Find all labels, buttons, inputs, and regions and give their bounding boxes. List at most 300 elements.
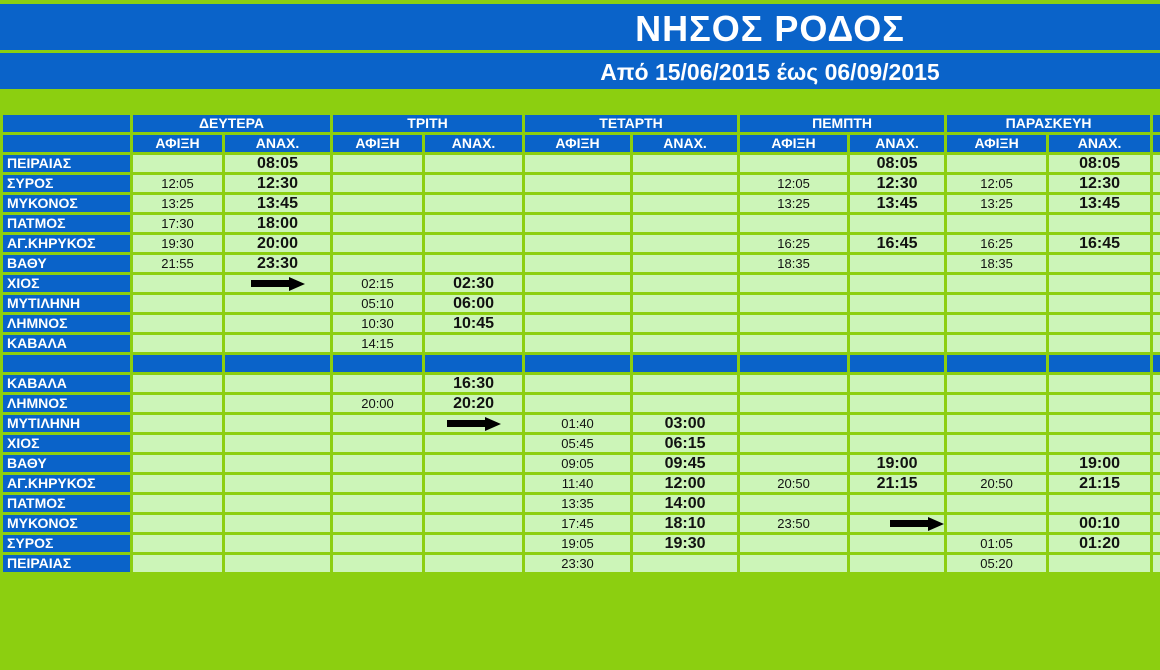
arrival-time: 20:50 [946,474,1048,494]
table-row [2,414,1160,434]
arrival-time: 02:15 [332,274,424,294]
departure-time [1048,214,1152,234]
port-name: ΛΗΜΝΟΣ [2,314,132,334]
arrival-time [332,514,424,534]
departure-time [849,534,946,554]
port-name: ΣΥΡΟΣ [2,534,132,554]
arrival-time [332,154,424,174]
port-name: ΜΥΤΙΛΗΝΗ [2,294,132,314]
table-row [2,474,1160,494]
arrival-time [739,554,849,574]
col-header-cut [1152,134,1160,154]
arrival-time [739,454,849,474]
departure-time [849,374,946,394]
departure-time: 19:30 [632,534,739,554]
departure-time [632,254,739,274]
departure-time: 12:30 [849,174,946,194]
departure-time [224,314,332,334]
departure-time [1048,494,1152,514]
arrival-time [946,314,1048,334]
port-name: ΠΑΤΜΟΣ [2,494,132,514]
arrival-time [132,554,224,574]
arrival-time [739,494,849,514]
cut-cell [1152,434,1160,454]
departure-time [424,474,524,494]
arrival-time: 05:20 [946,554,1048,574]
cut-cell [1152,454,1160,474]
port-name: ΑΓ.ΚΗΡΥΚΟΣ [2,234,132,254]
arrival-time [332,234,424,254]
departure-time [224,554,332,574]
separator-cell [2,354,132,374]
departure-time: 19:00 [849,454,946,474]
port-name: ΠΕΙΡΑΙΑΣ [2,554,132,574]
arrival-time [332,454,424,474]
departure-col-header: ΑΝΑΧ. [632,134,739,154]
arrival-time [946,434,1048,454]
departure-time [632,394,739,414]
corner-cell [2,134,132,154]
departure-time: 13:45 [849,194,946,214]
date-range: Από 15/06/2015 έως 06/09/2015 [600,59,940,85]
timetable [0,112,1160,575]
departure-time: 18:10 [632,514,739,534]
departure-time: 14:00 [632,494,739,514]
departure-time: 21:15 [849,474,946,494]
port-name: ΜΥΚΟΝΟΣ [2,514,132,534]
arrival-time [524,214,632,234]
departure-time [849,554,946,574]
arrival-time [524,234,632,254]
departure-time [632,334,739,354]
arrival-time: 12:05 [132,174,224,194]
arrival-time [332,474,424,494]
departure-time [424,254,524,274]
table-row [2,534,1160,554]
departure-time [424,434,524,454]
arrival-time [739,394,849,414]
arrival-time [524,194,632,214]
departure-time [424,334,524,354]
separator-cell [524,354,632,374]
departure-time [424,554,524,574]
arrival-time [332,414,424,434]
departure-time [1048,294,1152,314]
departure-time [224,494,332,514]
cut-cell [1152,374,1160,394]
arrival-time [739,334,849,354]
arrival-time [739,414,849,434]
arrival-time [132,154,224,174]
arrival-time [524,174,632,194]
port-name: ΒΑΘΥ [2,254,132,274]
arrival-time [946,454,1048,474]
title-banner [0,4,1160,50]
departure-time: 02:30 [424,274,524,294]
arrival-time: 18:35 [739,254,849,274]
table-row [2,374,1160,394]
arrival-time [739,434,849,454]
departure-time: 12:00 [632,474,739,494]
departure-time [224,414,332,434]
departure-time: 06:00 [424,294,524,314]
arrival-col-header: ΑΦΙΞΗ [946,134,1048,154]
arrival-time: 13:25 [946,194,1048,214]
departure-time: 13:45 [1048,194,1152,214]
departure-time: 00:10 [1048,514,1152,534]
departure-time: 16:45 [849,234,946,254]
departure-time [224,474,332,494]
cut-cell [1152,174,1160,194]
departure-time: 21:15 [1048,474,1152,494]
departure-time [224,294,332,314]
arrival-time [332,534,424,554]
arrival-time: 10:30 [332,314,424,334]
departure-time: 16:30 [424,374,524,394]
arrival-time: 01:40 [524,414,632,434]
arrival-time: 01:05 [946,534,1048,554]
departure-time [849,514,946,534]
departure-col-header: ΑΝΑΧ. [424,134,524,154]
port-name: ΣΥΡΟΣ [2,174,132,194]
separator-cell [132,354,224,374]
departure-time [1048,274,1152,294]
departure-time: 08:05 [224,154,332,174]
table-row [2,514,1160,534]
arrival-time [332,174,424,194]
arrival-time [332,374,424,394]
departure-time [424,494,524,514]
arrival-time [946,154,1048,174]
arrival-time [332,214,424,234]
table-row [2,494,1160,514]
separator-cell [1152,354,1160,374]
arrival-time [946,294,1048,314]
table-row [2,274,1160,294]
arrival-time [132,394,224,414]
arrival-time [132,454,224,474]
cut-cell [1152,154,1160,174]
departure-time [632,214,739,234]
arrival-time: 17:30 [132,214,224,234]
arrival-time: 12:05 [946,174,1048,194]
arrival-col-header: ΑΦΙΞΗ [332,134,424,154]
separator-cell [946,354,1048,374]
arrival-time [132,494,224,514]
table-row [2,554,1160,574]
cut-cell [1152,234,1160,254]
port-name: ΚΑΒΑΛΑ [2,334,132,354]
departure-time [632,554,739,574]
arrival-time: 17:45 [524,514,632,534]
cut-cell [1152,194,1160,214]
departure-time: 09:45 [632,454,739,474]
departure-time [849,254,946,274]
right-arrow-icon [447,417,501,430]
table-row [2,194,1160,214]
arrival-col-header: ΑΦΙΞΗ [739,134,849,154]
cut-cell [1152,314,1160,334]
arrival-time: 05:45 [524,434,632,454]
departure-time [849,494,946,514]
departure-time [224,454,332,474]
arrival-time: 12:05 [739,174,849,194]
arrival-time: 19:05 [524,534,632,554]
day-header: ΤΡΙΤΗ [332,114,524,134]
arrival-time [739,314,849,334]
table-row [2,154,1160,174]
departure-time [424,534,524,554]
arrival-time: 23:30 [524,554,632,574]
departure-time [632,294,739,314]
departure-time: 03:00 [632,414,739,434]
page-title: ΝΗΣΟΣ ΡΟΔΟΣ [635,8,905,49]
table-row [2,394,1160,414]
arrival-time [946,274,1048,294]
departure-time [424,234,524,254]
arrival-time: 11:40 [524,474,632,494]
port-name: ΚΑΒΑΛΑ [2,374,132,394]
corner-cell [2,114,132,134]
departure-time [224,514,332,534]
arrival-time [332,554,424,574]
table-row [2,334,1160,354]
arrival-time [524,314,632,334]
arrival-time [524,334,632,354]
cut-cell [1152,494,1160,514]
departure-time: 13:45 [224,194,332,214]
arrival-time [946,334,1048,354]
table-row [2,214,1160,234]
departure-time [224,394,332,414]
departure-time [224,434,332,454]
departure-time [849,314,946,334]
departure-col-header: ΑΝΑΧ. [849,134,946,154]
arrival-time [332,494,424,514]
cut-cell [1152,334,1160,354]
departure-time [849,414,946,434]
arrival-time: 13:25 [739,194,849,214]
arrival-time [946,494,1048,514]
arrival-time [739,274,849,294]
separator-cell [224,354,332,374]
arrival-time [332,194,424,214]
arrival-time [132,334,224,354]
arrival-time [739,374,849,394]
departure-time [632,274,739,294]
departure-time [1048,394,1152,414]
port-name: ΒΑΘΥ [2,454,132,474]
departure-time: 01:20 [1048,534,1152,554]
right-arrow-icon [251,277,305,290]
table-row [2,454,1160,474]
arrival-time [332,254,424,274]
arrival-col-header: ΑΦΙΞΗ [524,134,632,154]
table-row [2,294,1160,314]
port-name: ΜΥΤΙΛΗΝΗ [2,414,132,434]
departure-time [424,514,524,534]
departure-time [1048,374,1152,394]
departure-time [1048,314,1152,334]
port-name: ΠΕΙΡΑΙΑΣ [2,154,132,174]
port-name: ΧΙΟΣ [2,274,132,294]
departure-time [424,414,524,434]
table-row [2,434,1160,454]
departure-time: 08:05 [1048,154,1152,174]
arrival-time: 20:00 [332,394,424,414]
departure-time [1048,554,1152,574]
arrival-time [132,514,224,534]
departure-time: 12:30 [1048,174,1152,194]
arrival-time [739,294,849,314]
departure-time: 20:00 [224,234,332,254]
arrival-time: 19:30 [132,234,224,254]
arrival-time [946,214,1048,234]
departure-time [849,334,946,354]
subtitle-banner [0,53,1160,89]
departure-time [224,374,332,394]
arrival-time [132,314,224,334]
departure-time [1048,254,1152,274]
day-header-cut [1152,114,1160,134]
cut-cell [1152,474,1160,494]
section-separator [2,354,1160,374]
departure-time [424,454,524,474]
departure-time [424,174,524,194]
departure-time [224,274,332,294]
arrival-time [132,374,224,394]
departure-time [424,194,524,214]
table-row [2,314,1160,334]
arrival-time: 20:50 [739,474,849,494]
right-arrow-icon [890,517,944,530]
departure-time [1048,434,1152,454]
departure-time [632,194,739,214]
departure-time [1048,414,1152,434]
separator-cell [1048,354,1152,374]
arrival-time [132,534,224,554]
arrival-time [524,394,632,414]
arrival-time: 16:25 [946,234,1048,254]
departure-time [224,334,332,354]
day-header: ΤΕΤΑΡΤΗ [524,114,739,134]
arrival-time: 13:35 [524,494,632,514]
cut-cell [1152,254,1160,274]
arrival-time [739,154,849,174]
arrival-time [132,294,224,314]
arrival-time: 21:55 [132,254,224,274]
departure-time: 16:45 [1048,234,1152,254]
arrival-time [739,534,849,554]
departure-time [849,274,946,294]
departure-time [424,154,524,174]
separator-cell [632,354,739,374]
cut-cell [1152,514,1160,534]
arrival-time: 14:15 [332,334,424,354]
departure-time [632,234,739,254]
port-name: ΧΙΟΣ [2,434,132,454]
arrival-time [132,434,224,454]
departure-time [632,174,739,194]
arrival-time [946,514,1048,534]
arrival-time: 23:50 [739,514,849,534]
departure-time: 19:00 [1048,454,1152,474]
port-name: ΑΓ.ΚΗΡΥΚΟΣ [2,474,132,494]
table-row [2,174,1160,194]
cut-cell [1152,214,1160,234]
departure-time [1048,334,1152,354]
day-header: ΠΑΡΑΣΚΕΥΗ [946,114,1152,134]
arrival-time [524,154,632,174]
departure-time: 08:05 [849,154,946,174]
port-name: ΜΥΚΟΝΟΣ [2,194,132,214]
departure-col-header: ΑΝΑΧ. [224,134,332,154]
day-header: ΠΕΜΠΤΗ [739,114,946,134]
departure-time: 18:00 [224,214,332,234]
departure-time [632,314,739,334]
departure-time: 06:15 [632,434,739,454]
separator-cell [332,354,424,374]
cut-cell [1152,414,1160,434]
arrival-time [524,374,632,394]
arrival-time: 18:35 [946,254,1048,274]
arrival-time: 05:10 [332,294,424,314]
arrival-time: 09:05 [524,454,632,474]
departure-time: 23:30 [224,254,332,274]
departure-time [849,294,946,314]
departure-time: 12:30 [224,174,332,194]
departure-time [632,154,739,174]
departure-time [632,374,739,394]
departure-time: 20:20 [424,394,524,414]
separator-cell [849,354,946,374]
departure-col-header: ΑΝΑΧ. [1048,134,1152,154]
departure-time [849,434,946,454]
arrival-time [132,274,224,294]
arrival-time: 16:25 [739,234,849,254]
table-row [2,254,1160,274]
arrival-time: 13:25 [132,194,224,214]
arrival-time [524,254,632,274]
cut-cell [1152,294,1160,314]
port-name: ΠΑΤΜΟΣ [2,214,132,234]
arrival-time [946,374,1048,394]
arrival-time [524,274,632,294]
departure-time [849,394,946,414]
cut-cell [1152,274,1160,294]
table-row [2,234,1160,254]
departure-time: 10:45 [424,314,524,334]
cut-cell [1152,394,1160,414]
separator-cell [739,354,849,374]
departure-time [849,214,946,234]
arrival-time [524,294,632,314]
departure-time [224,534,332,554]
cut-cell [1152,534,1160,554]
arrival-time [132,414,224,434]
port-name: ΛΗΜΝΟΣ [2,394,132,414]
cut-cell [1152,554,1160,574]
arrival-time [332,434,424,454]
arrival-col-header: ΑΦΙΞΗ [132,134,224,154]
departure-time [424,214,524,234]
separator-cell [424,354,524,374]
arrival-time [132,474,224,494]
arrival-time [946,414,1048,434]
arrival-time [946,394,1048,414]
arrival-time [739,214,849,234]
day-header: ΔΕΥΤΕΡΑ [132,114,332,134]
